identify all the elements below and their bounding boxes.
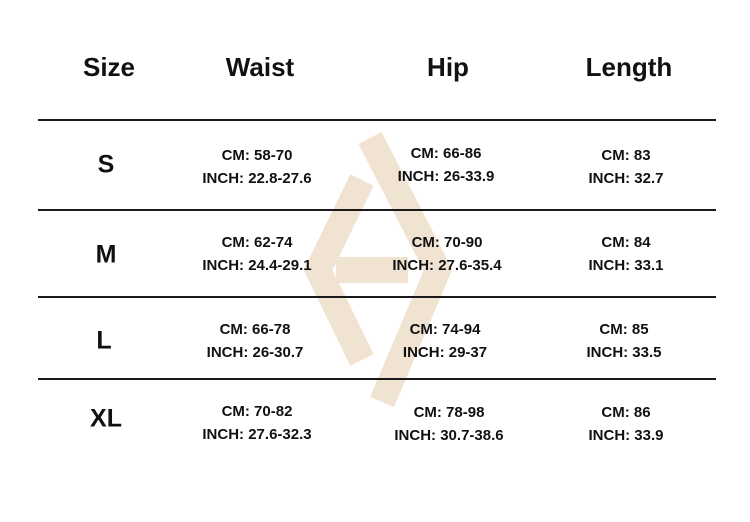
waist-inch-s: INCH: 22.8-27.6 [202,170,312,187]
hip-inch-xl: INCH: 30.7-38.6 [394,427,504,444]
hip-cell-s [398,142,495,188]
size-label-s: S [97,150,115,179]
hip-cm-l: CM: 74-94 [409,321,481,338]
header-length: Length [585,52,673,82]
length-cm-xl: CM: 86 [601,404,651,421]
divider-header [38,119,716,121]
hip-inch-s: INCH: 26-33.9 [397,168,495,185]
header-waist: Waist [225,52,295,82]
waist-cm-s: CM: 58-70 [221,147,293,164]
divider-row-l [38,378,716,380]
hip-cell-m [392,231,501,277]
size-label-m: M [95,240,117,269]
waist-cell-m [202,231,311,277]
waist-cm-l: CM: 66-78 [219,321,291,338]
divider-row-s [38,209,716,211]
length-cm-l: CM: 85 [599,321,649,338]
waist-cm-xl: CM: 70-82 [221,403,293,420]
header-size: Size [82,52,136,82]
length-inch-s: INCH: 32.7 [588,170,664,187]
length-inch-m: INCH: 33.1 [588,257,664,274]
size-label-l: L [96,326,112,355]
hip-cm-m: CM: 70-90 [411,234,483,251]
waist-inch-l: INCH: 26-30.7 [206,344,304,361]
hip-cm-s: CM: 66-86 [410,145,482,162]
length-cell-s [588,144,663,190]
size-label-xl: XL [90,404,122,433]
waist-inch-xl: INCH: 27.6-32.3 [202,426,312,443]
waist-cell-l [207,318,304,364]
hip-inch-m: INCH: 27.6-35.4 [392,257,502,274]
length-cell-m [588,231,663,277]
divider-row-m [38,296,716,298]
length-cell-l [586,318,661,364]
waist-cm-m: CM: 62-74 [221,234,293,251]
length-cm-s: CM: 83 [601,147,651,164]
waist-inch-m: INCH: 24.4-29.1 [202,257,312,274]
length-cm-m: CM: 84 [601,234,651,251]
length-cell-xl [588,401,663,447]
hip-cell-xl [394,401,503,447]
hip-cm-xl: CM: 78-98 [413,404,485,421]
waist-cell-xl [202,400,311,446]
length-inch-l: INCH: 33.5 [586,344,662,361]
header-hip: Hip [427,52,469,82]
length-inch-xl: INCH: 33.9 [588,427,664,444]
hip-inch-l: INCH: 29-37 [402,344,488,361]
waist-cell-s [202,144,311,190]
hip-cell-l [403,318,487,364]
